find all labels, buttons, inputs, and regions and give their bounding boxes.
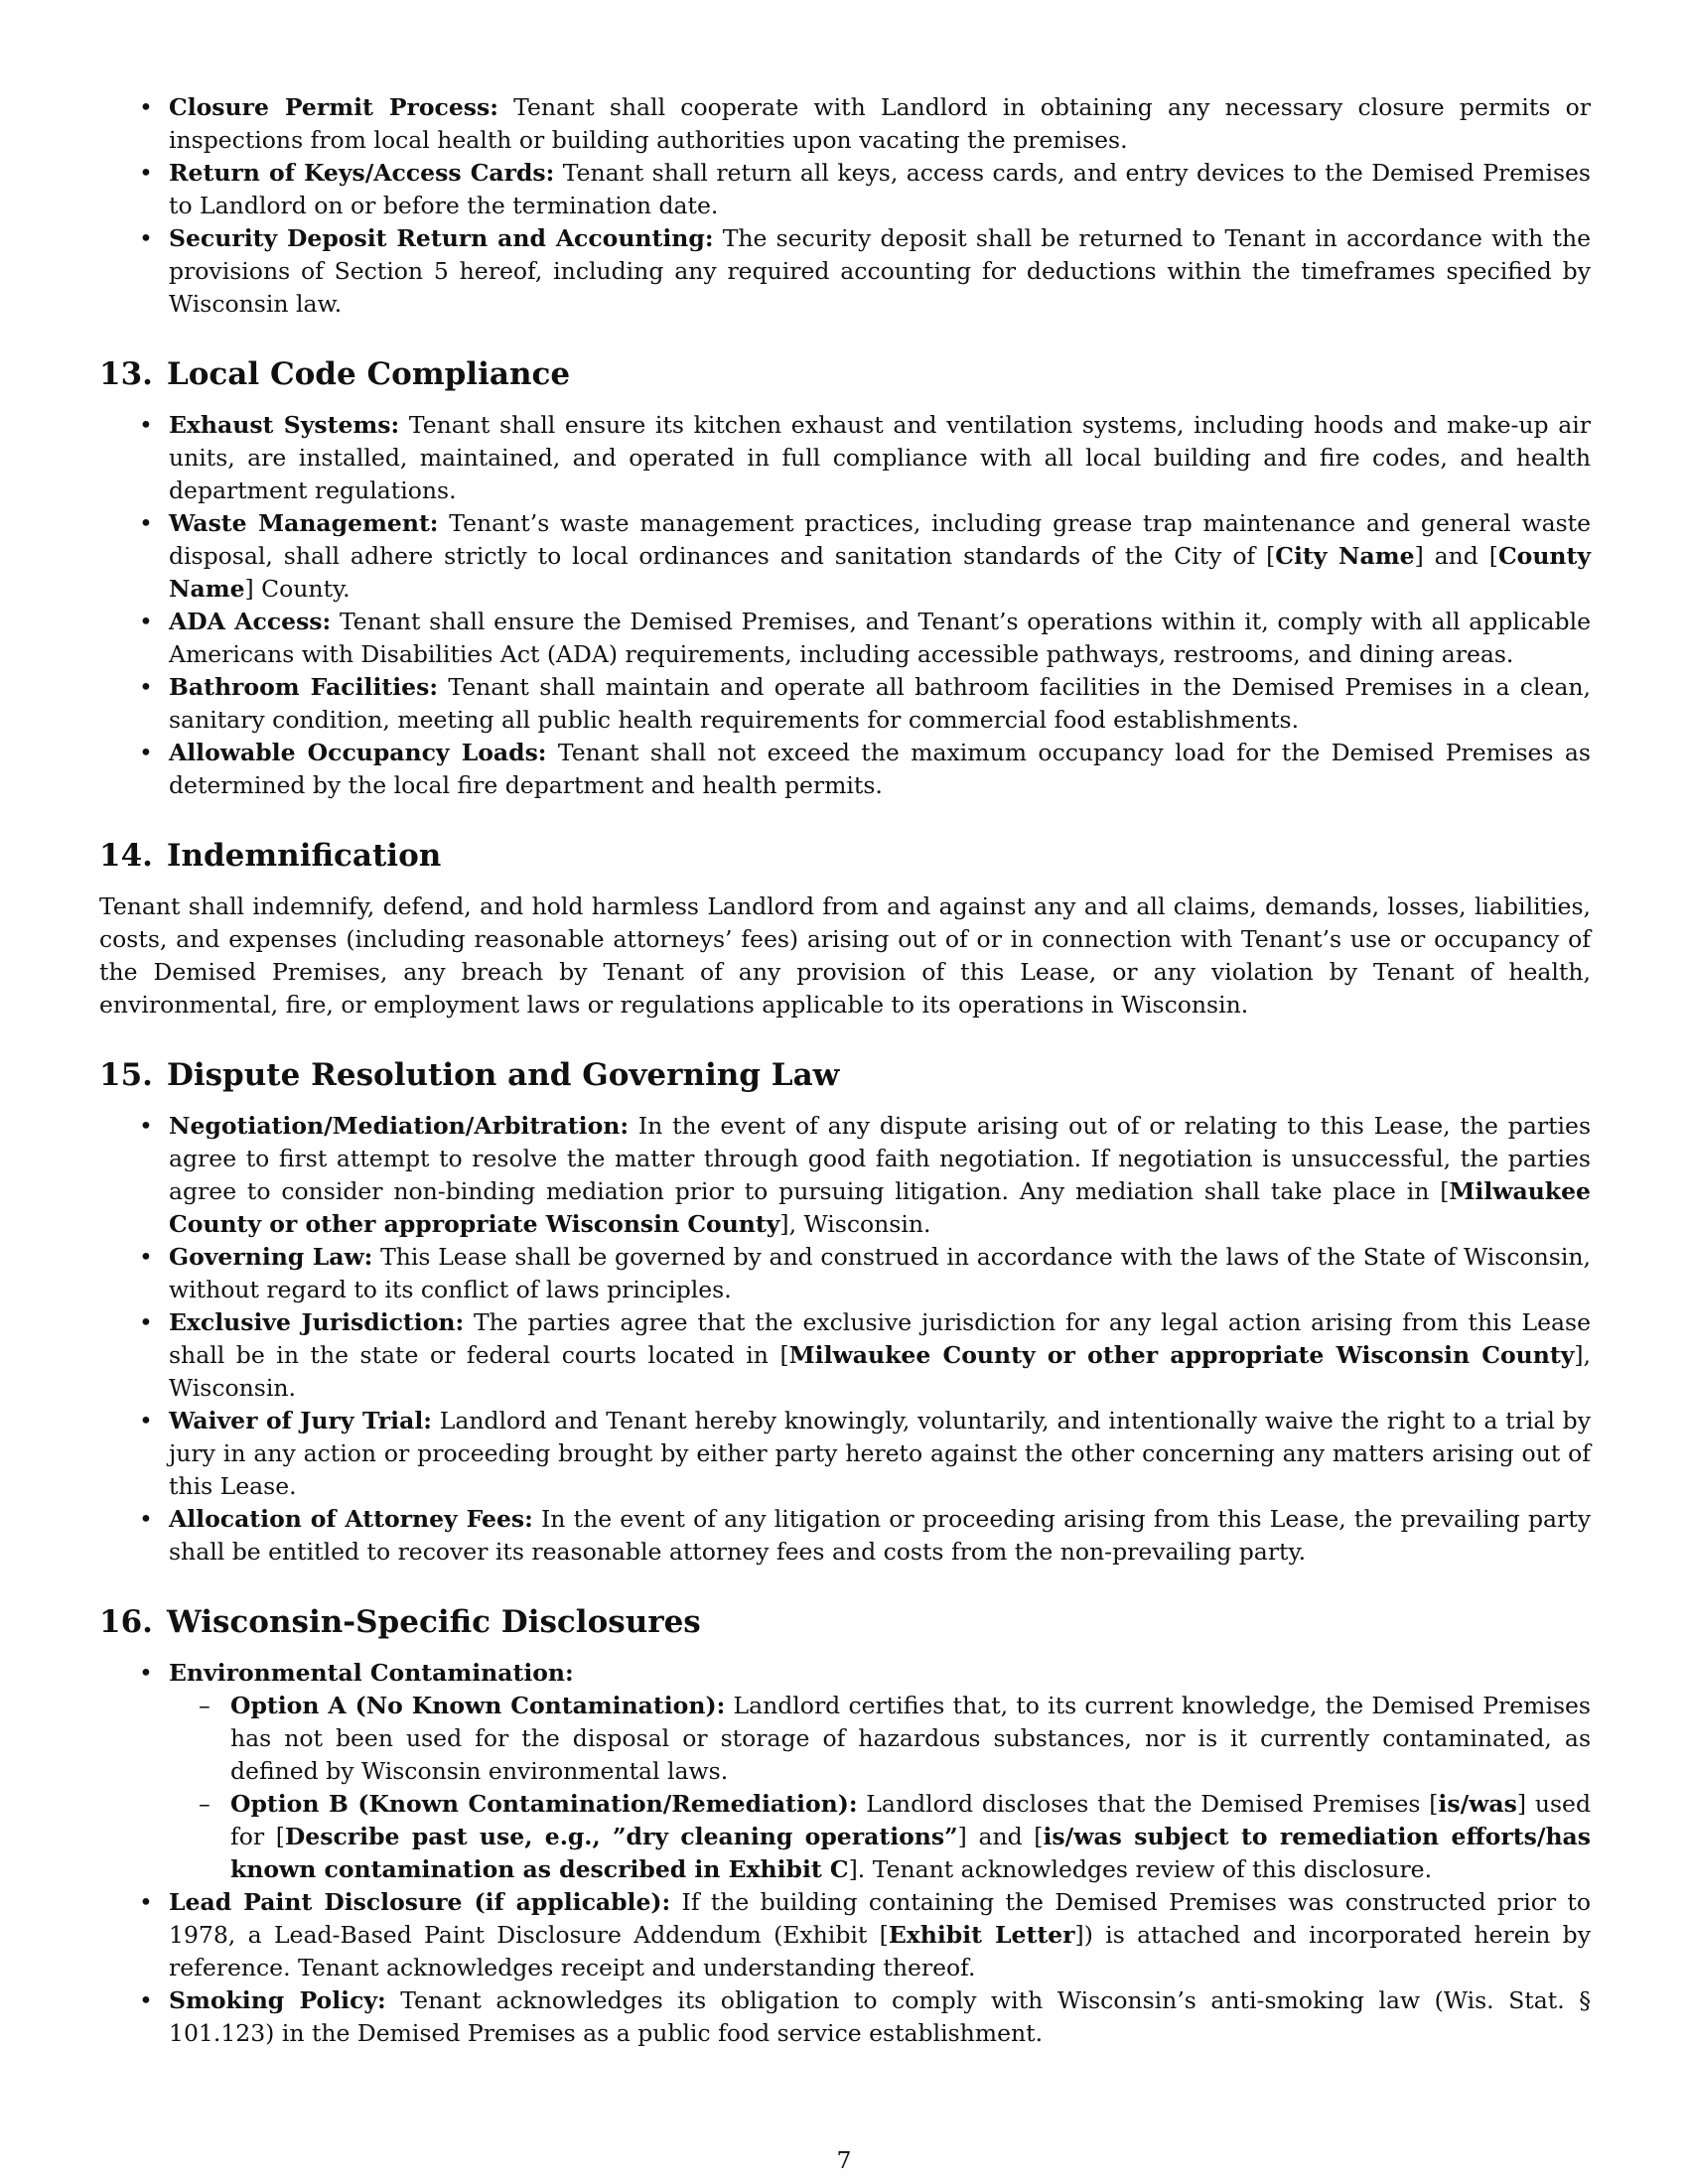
list-item [99, 1503, 1591, 1569]
item-text: Tenant shall not exceed the maximum occupancy load for the Demised Premises as determined by the local fire department and health permits. [169, 739, 1591, 799]
list-item [99, 671, 1591, 737]
item-label: Exclusive Jurisdiction: [169, 1308, 465, 1336]
item-label: Waiver of Jury Trial: [169, 1407, 432, 1434]
item-text: Tenant’s waste management practices, including grease trap maintenance and general waste disposal, shall adhere strictly to local ordinances and sanitation standards of the City of [ [169, 509, 1591, 570]
list-item [99, 737, 1591, 802]
item-text: This Lease shall be governed by and construed in accordance with the laws of the State of Wisconsin, without regard to its conflict of laws principles. [169, 1243, 1591, 1303]
item-text: If the building containing the Demised Premises was constructed prior to 1978, a Lead-Based Paint Disclosure Addendum (Exhibit [ [169, 1888, 1591, 1949]
section-16-list [99, 1657, 1591, 2050]
section-16-heading [99, 1602, 1591, 1642]
document-page [99, 91, 1591, 2050]
item-text: The parties agree that the exclusive jurisdiction for any legal action arising from this Lease shall be in the state or federal courts located in [ [169, 1308, 1591, 1369]
list-item [99, 1657, 1591, 1886]
item-label: Exhaust Systems: [169, 411, 400, 439]
sub-list-item [169, 1788, 1591, 1886]
list-item [99, 1984, 1591, 2050]
section-number: 13. [99, 356, 153, 392]
item-text: Tenant shall cooperate with Landlord in obtaining any necessary closure permits or inspections from local health or building authorities upon vacating the premises. [169, 93, 1591, 154]
section-number: 16. [99, 1604, 153, 1640]
item-label: Closure Permit Process: [169, 93, 498, 121]
item-text: ], Wisconsin. [169, 1341, 1591, 1402]
item-text: Landlord discloses that the Demised Premises [ [857, 1790, 1439, 1818]
placeholder-field: is/was [1438, 1790, 1517, 1818]
item-label: Smoking Policy: [169, 1986, 386, 2014]
placeholder-field: is/was subject to remediation efforts/has known contamination as described in Exhibit C [230, 1823, 1592, 1883]
page-number: 7 [836, 2146, 852, 2174]
section-number: 15. [99, 1057, 153, 1093]
placeholder-field: Milwaukee County or other appropriate Wisconsin County [169, 1177, 1591, 1238]
section-15-heading [99, 1055, 1591, 1095]
item-label: Option A (No Known Contamination): [230, 1692, 726, 1719]
item-label: Environmental Contamination: [169, 1659, 574, 1687]
placeholder-field: Exhibit Letter [888, 1921, 1075, 1949]
item-text: ] and [ [957, 1823, 1044, 1850]
section-13-list [99, 409, 1591, 802]
item-label: Negotiation/Mediation/Arbitration: [169, 1112, 630, 1140]
item-text: ] and [ [1414, 542, 1498, 570]
list-item [99, 1306, 1591, 1405]
section-12-list [99, 91, 1591, 321]
item-text: ], Wisconsin. [779, 1210, 931, 1238]
item-label: Governing Law: [169, 1243, 373, 1271]
section-14-heading [99, 836, 1591, 876]
list-item [99, 157, 1591, 222]
placeholder-field: County Name [169, 542, 1591, 603]
placeholder-field: City Name [1275, 542, 1415, 570]
item-text: Tenant shall ensure the Demised Premises, and Tenant’s operations within it, comply with all applicable Americans with Disabilities Act (ADA) requirements, including accessible pathways, restrooms, and dining areas. [169, 608, 1591, 668]
item-text: ] used for [ [230, 1790, 1591, 1850]
item-text: Landlord and Tenant hereby knowingly, voluntarily, and intentionally waive the right to a trial by jury in any action or proceeding brought by either party hereto against the other concerning any matters arising out of this Lease. [169, 1407, 1591, 1500]
item-text: In the event of any litigation or proceeding arising from this Lease, the prevailing party shall be entitled to recover its reasonable attorney fees and costs from the non-prevailing party. [169, 1505, 1591, 1566]
list-item [99, 91, 1591, 157]
item-label: ADA Access: [169, 608, 332, 635]
item-text: Tenant shall maintain and operate all bathroom facilities in the Demised Premises in a clean, sanitary condition, meeting all public health requirements for commercial food establishments. [169, 673, 1591, 734]
section-title: Wisconsin-Specific Disclosures [166, 1604, 701, 1640]
item-label: Option B (Known Contamination/Remediation): [230, 1790, 858, 1818]
section-title: Local Code Compliance [166, 356, 571, 392]
list-item [99, 1110, 1591, 1241]
item-text: ]) is attached and incorporated herein by reference. Tenant acknowledges receipt and understanding thereof. [169, 1921, 1591, 1981]
item-text: ]. Tenant acknowledges review of this disclosure. [848, 1855, 1433, 1883]
section-13-heading [99, 354, 1591, 394]
list-item [99, 1886, 1591, 1984]
list-item [99, 1241, 1591, 1306]
list-item [99, 222, 1591, 321]
list-item [99, 409, 1591, 507]
list-item [99, 1405, 1591, 1503]
item-label: Allowable Occupancy Loads: [169, 739, 547, 766]
item-label: Security Deposit Return and Accounting: [169, 224, 714, 252]
list-item [99, 507, 1591, 606]
item-text: Tenant shall return all keys, access cards, and entry devices to the Demised Premises to Landlord on or before the termination date. [169, 159, 1591, 219]
sub-list [169, 1690, 1591, 1886]
section-number: 14. [99, 838, 153, 874]
placeholder-field: Describe past use, e.g., ”dry cleaning operations” [284, 1823, 958, 1850]
item-label: Return of Keys/Access Cards: [169, 159, 555, 187]
sub-list-item [169, 1690, 1591, 1788]
item-label: Lead Paint Disclosure (if applicable): [169, 1888, 671, 1916]
section-title: Dispute Resolution and Governing Law [166, 1057, 840, 1093]
item-text: ] County. [244, 575, 351, 603]
item-text: Tenant acknowledges its obligation to comply with Wisconsin’s anti-smoking law (Wis. Stat. § 101.123) in the Demised Premises as a public food service establishment. [169, 1986, 1591, 2047]
item-text: In the event of any dispute arising out of or relating to this Lease, the parties agree to first attempt to resolve the matter through good faith negotiation. If negotiation is unsuccessful, the parties agree to consider non-binding mediation prior to pursuing litigation. Any mediation shall take place in [ [169, 1112, 1591, 1205]
section-title: Indemnification [166, 838, 442, 874]
item-label: Waste Management: [169, 509, 439, 537]
placeholder-field: Milwaukee County or other appropriate Wisconsin County [788, 1341, 1575, 1369]
item-label: Allocation of Attorney Fees: [169, 1505, 533, 1533]
item-text: Landlord certifies that, to its current knowledge, the Demised Premises has not been used for the disposal or storage of hazardous substances, nor is it currently contaminated, as defined by Wisconsin environmental laws. [230, 1692, 1591, 1785]
section-15-list [99, 1110, 1591, 1569]
item-text: Tenant shall ensure its kitchen exhaust and ventilation systems, including hoods and make-up air units, are installed, maintained, and operated in full compliance with all local building and fire codes, and health department regulations. [169, 411, 1592, 504]
item-label: Bathroom Facilities: [169, 673, 439, 701]
section-14-paragraph: Tenant shall indemnify, defend, and hold harmless Landlord from and against any and all claims, demands, losses, liabilities, costs, and expenses (including reasonable attorneys’ fees) arising out of or in connection with Tenant’s use or occupancy of the Demised Premises, any breach by Tenant of any provision of this Lease, or any violation by Tenant of health, environmental, fire, or employment laws or regulations applicable to its operations in Wisconsin. [99, 892, 1591, 1019]
item-text: The security deposit shall be returned to Tenant in accordance with the provisions of Section 5 hereof, including any required accounting for deductions within the timeframes specified by Wisconsin law. [169, 224, 1591, 318]
list-item [99, 606, 1591, 671]
